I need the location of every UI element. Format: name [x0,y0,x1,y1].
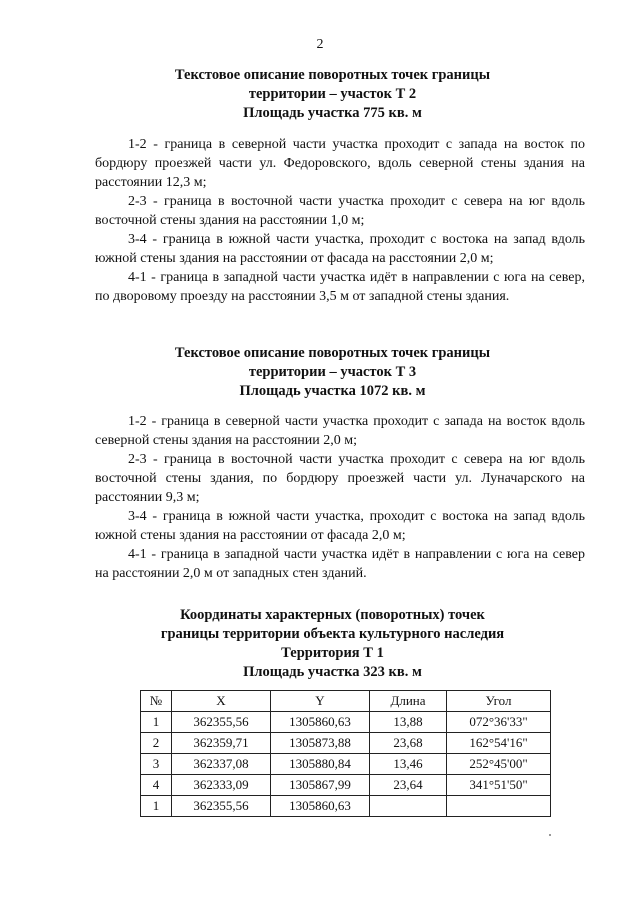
cell-x: 362359,71 [172,733,271,754]
cell-x: 362333,09 [172,775,271,796]
section-t2-title-line: территории – участок Т 2 [248,86,417,102]
section-t2-title [90,66,575,123]
coordinates-table [140,690,551,817]
table-row [141,796,551,817]
coordinates-title-line: Территория Т 1 [281,645,384,661]
table-row [141,754,551,775]
coordinates-title-line: Координаты характерных (поворотных) точек [180,607,485,623]
section-t3-paragraph: 4-1 - граница в западной части участка идёт в направлении с юга на север на расстоянии 2,0 м от западных стен зданий. [95,547,585,581]
cell-y: 1305860,63 [271,712,370,733]
section-t2-description [95,135,585,306]
section-t3-title-line: Текстовое описание поворотных точек границы [174,345,491,361]
cell-y: 1305873,88 [271,733,370,754]
cell-y: 1305867,99 [271,775,370,796]
header-number: № [141,691,172,712]
cell-number: 4 [141,775,172,796]
cell-x: 362337,08 [172,754,271,775]
cell-angle: 341°51'50" [447,775,551,796]
cell-length: 23,64 [370,775,447,796]
section-t3-paragraph: 2-3 - граница в восточной части участка проходит с севера на юг вдоль восточной стены здания, по бордюру проезжей части ул. Луначарского на расстоянии 9,3 м; [95,452,585,505]
section-t2-paragraph: 1-2 - граница в северной части участка проходит с запада на восток по бордюру проезжей части ул. Федоровского, вдоль северной стены здания на расстоянии 12,3 м; [95,137,585,190]
section-t2-title-line: Текстовое описание поворотных точек границы [174,67,491,83]
cell-angle: 162°54'16" [447,733,551,754]
coordinates-title-line: Площадь участка 323 кв. м [243,664,422,680]
header-y: Y [271,691,370,712]
table-row [141,712,551,733]
cell-x: 362355,56 [172,796,271,817]
section-t3-paragraph: 3-4 - граница в южной части участка, проходит с востока на запад вдоль южной стены здания на расстоянии от фасада 2,0 м; [95,509,585,543]
section-t3-description [95,412,585,583]
cell-length: 23,68 [370,733,447,754]
cell-y: 1305860,63 [271,796,370,817]
section-t2-paragraph: 2-3 - граница в восточной части участка проходит с севера на юг вдоль восточной стены здания на расстоянии 1,0 м; [95,194,585,228]
cell-number: 2 [141,733,172,754]
section-t3-title-line: территории – участок Т 3 [248,364,417,380]
section-t3-title [90,344,575,401]
section-t2-paragraph: 3-4 - граница в южной части участка, проходит с востока на запад вдоль южной стены здания на расстоянии от фасада на расстоянии 2,0 м; [95,232,585,266]
cell-angle [447,796,551,817]
table-header-row [141,691,551,712]
cell-number: 3 [141,754,172,775]
section-t2-title-line: Площадь участка 775 кв. м [243,105,422,121]
cell-angle: 252°45'00" [447,754,551,775]
cell-length: 13,46 [370,754,447,775]
cell-angle: 072°36'33" [447,712,551,733]
table-row [141,733,551,754]
cell-y: 1305880,84 [271,754,370,775]
scan-speck [549,834,551,836]
coordinates-title-line: границы территории объекта культурного наследия [160,626,505,642]
cell-length: 13,88 [370,712,447,733]
header-length: Длина [370,691,447,712]
cell-length [370,796,447,817]
coordinates-title [90,606,575,682]
section-t3-title-line: Площадь участка 1072 кв. м [239,383,426,399]
page-number: 2 [316,37,324,52]
section-t3-paragraph: 1-2 - граница в северной части участка проходит с запада на восток вдоль северной стены здания на расстоянии 2,0 м; [95,414,585,448]
cell-x: 362355,56 [172,712,271,733]
section-t2-paragraph: 4-1 - граница в западной части участка идёт в направлении с юга на север, по дворовому проезду на расстоянии 3,5 м от западной стены здания. [95,270,585,304]
cell-number: 1 [141,796,172,817]
cell-number: 1 [141,712,172,733]
table-row [141,775,551,796]
header-angle: Угол [447,691,551,712]
header-x: X [172,691,271,712]
